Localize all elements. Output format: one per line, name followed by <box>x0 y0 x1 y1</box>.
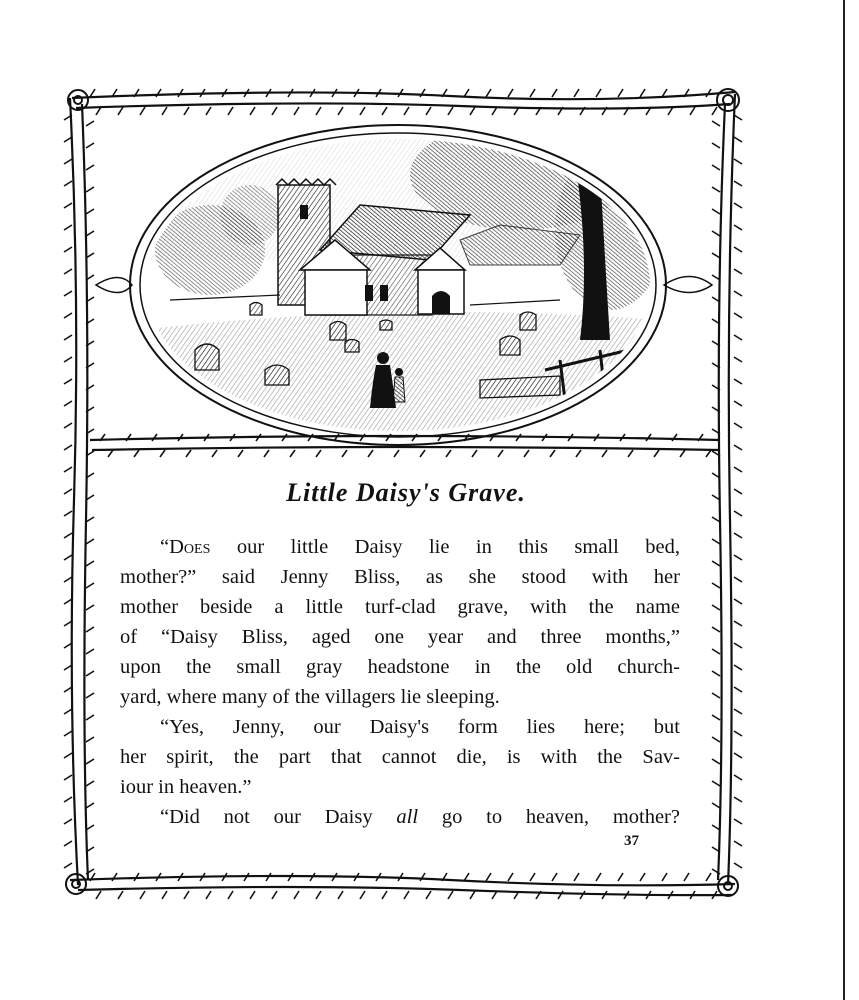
church-engraving <box>140 120 665 440</box>
paragraph-2 <box>120 712 680 802</box>
page-number: 37 <box>624 833 639 849</box>
text-line: of “Daisy Bliss, aged one year and three months,” <box>120 626 680 648</box>
text-line: iour in heaven.” <box>120 776 252 798</box>
paragraph-3 <box>120 802 680 832</box>
text-line: upon the small gray headstone in the old church- <box>120 656 680 678</box>
text-line: mother beside a little turf-clad grave, with the name <box>120 596 680 618</box>
text-line: “Did not our Daisy all go to heaven, mother? <box>160 806 680 828</box>
paragraph-1 <box>120 532 680 712</box>
text-line: mother?” said Jenny Bliss, as she stood with her <box>120 566 680 588</box>
text-line: her spirit, the part that cannot die, is with the Sav- <box>120 746 680 768</box>
text-line: “Yes, Jenny, our Daisy's form lies here; but <box>160 716 680 738</box>
chapter-title: Little Daisy's Grave. <box>286 478 526 507</box>
text-line: “Does our little Daisy lie in this small bed, <box>160 536 680 558</box>
text-line: yard, where many of the villagers lie sleeping. <box>120 686 500 708</box>
story-text <box>120 532 680 832</box>
